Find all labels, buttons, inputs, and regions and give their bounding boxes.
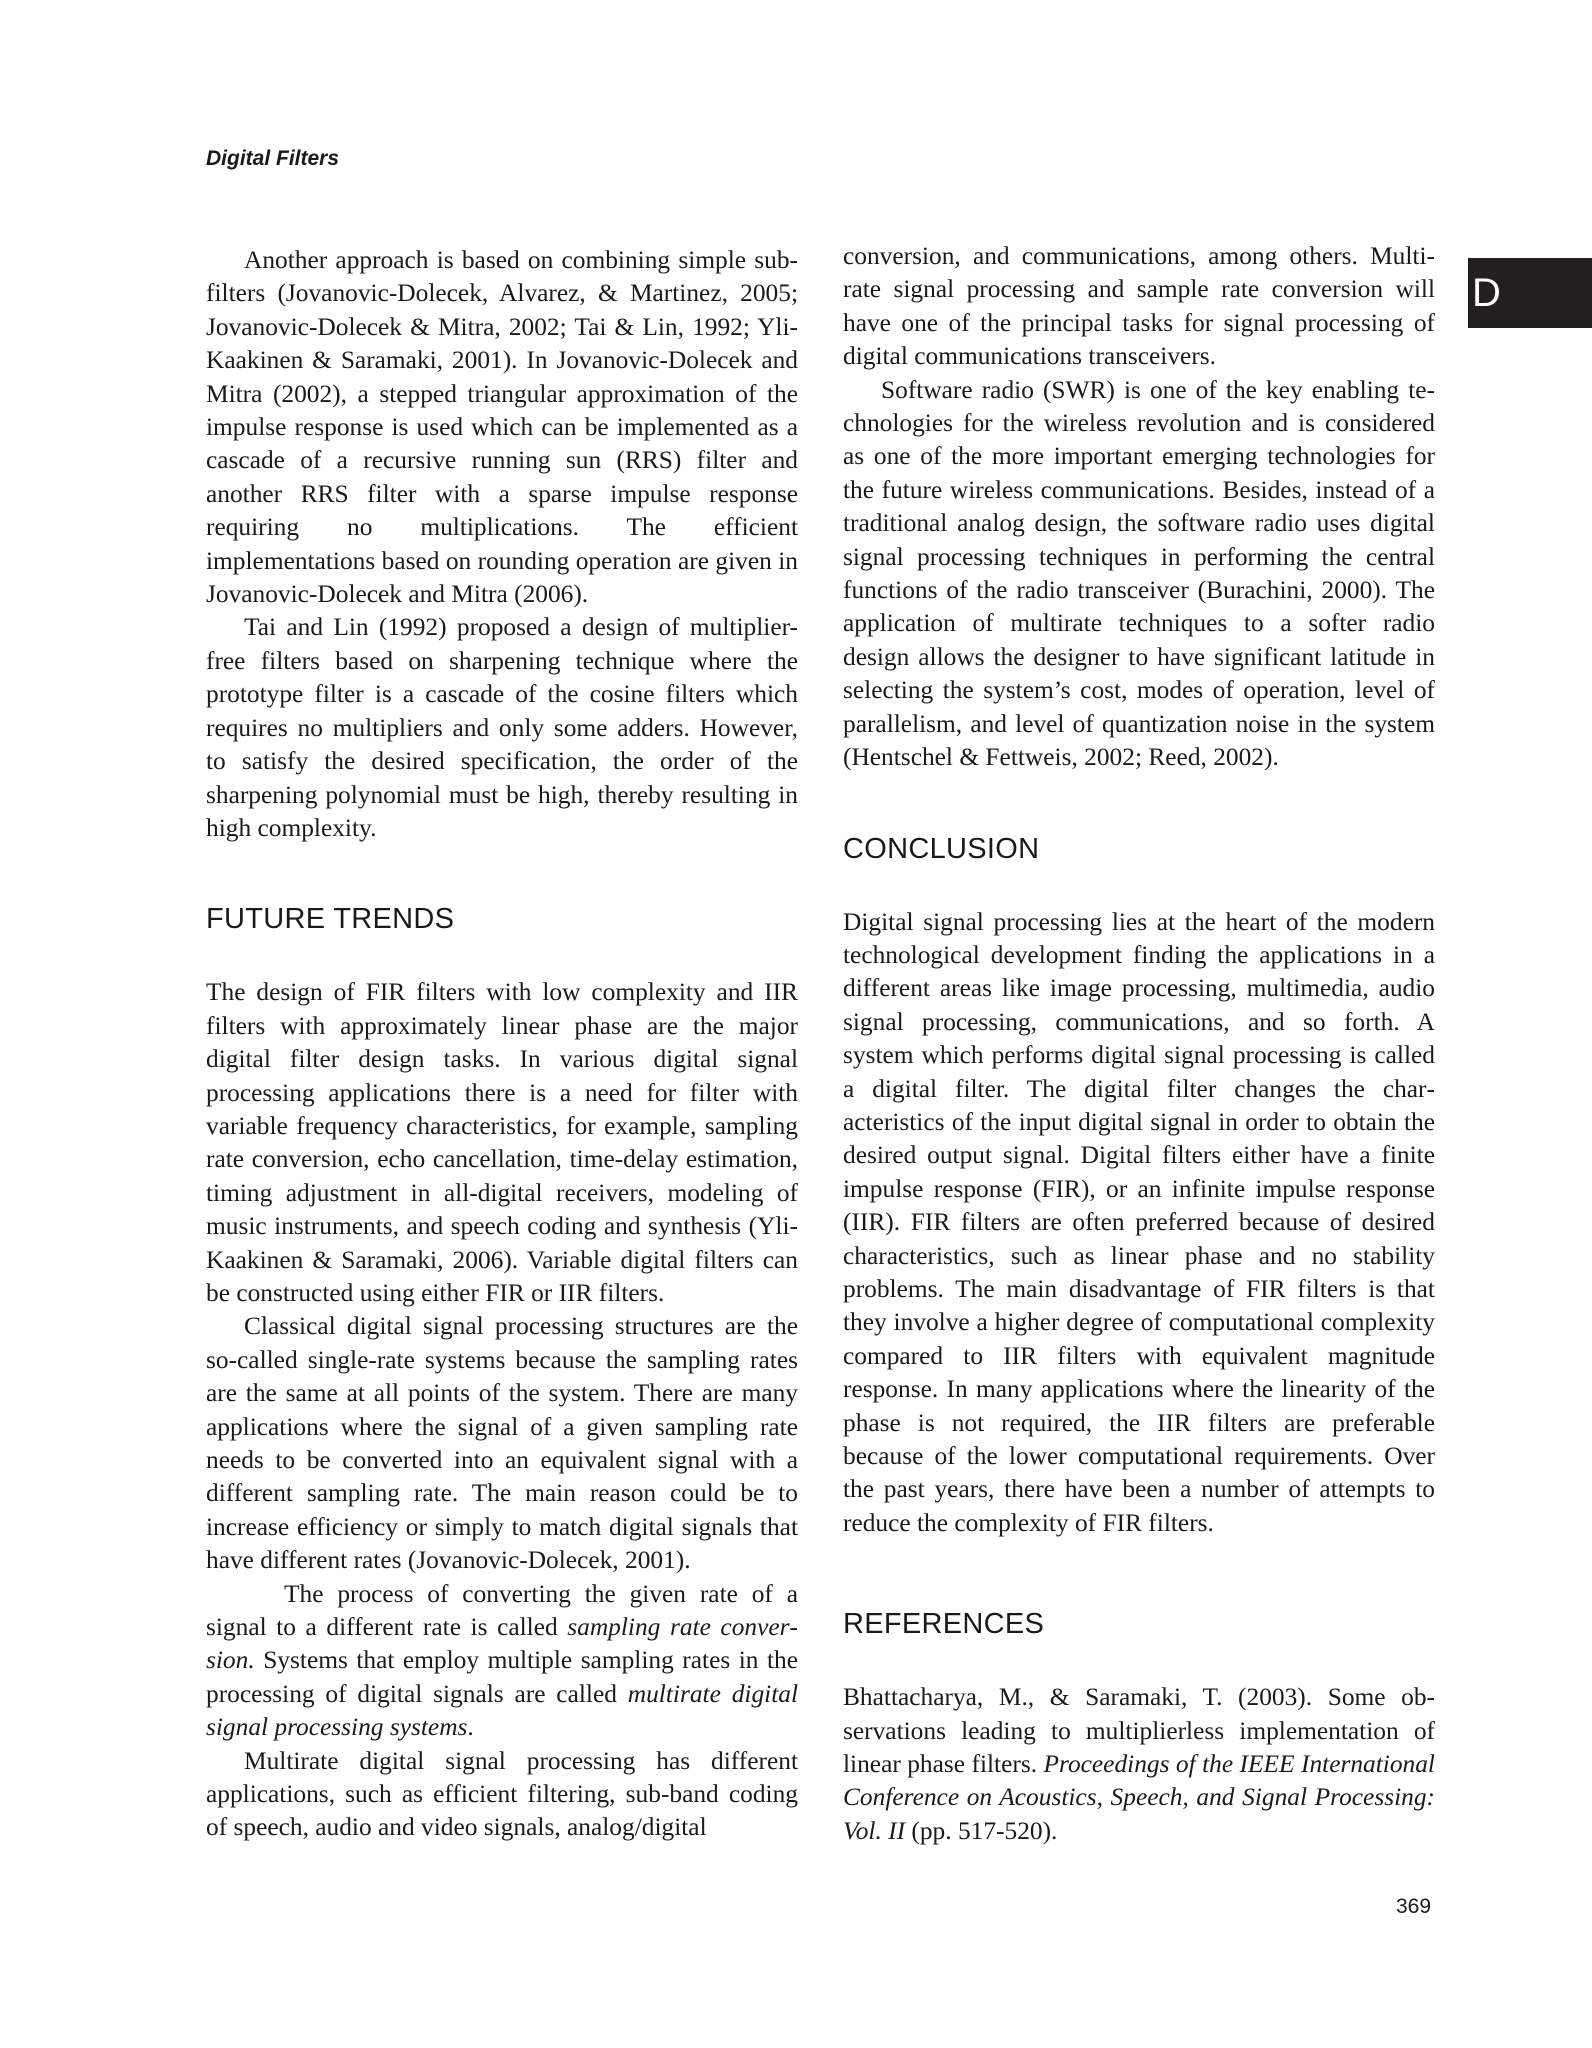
- future-trends-heading: FUTURE TRENDS: [206, 903, 455, 936]
- text-run: Systems that employ multiple sampling rates in the processing of digital signals are called: [206, 1646, 798, 1708]
- paragraph-tai-lin: Tai and Lin (1992) proposed a design of multiplier-free filters based on sharpening technique where the prototype filter is a cascade of the cosine filters which requires no multipliers and only some adders. However, to satisfy the desired specification, the order of the sharpening polynomial must be high, thereby resulting in high complexity.: [206, 613, 798, 842]
- text-run: (pp. 517-520).: [905, 1816, 1058, 1845]
- section-tab: D: [1468, 258, 1592, 328]
- text-run: Bhattacharya, M., & Saramaki, T. (2003). Some observations leading to multiplierless implementation of linear phase filters.: [843, 1683, 1435, 1779]
- paragraph-fir-iir-design: The design of FIR filters with low complexity and IIR filters with approximately linear phase are the major digital filter design tasks. In various digital signal processing applications there is a need for filter with variable frequency characteristics, for example, sampling rate conversion, echo cancellation, time-delay estimation, timing adjustment in all-digital receivers, modeling of music instruments, and speech coding and synthesis (Yli-Kaakinen & Saramaki, 2006). Variable digital filters can be constructed using either FIR or IIR filters.: [206, 978, 798, 1307]
- paragraph-conclusion: Digital signal processing lies at the heart of the modern technological development finding the applications in a different areas like image processing, multimedia, audio signal processing, communications, and so forth. A system which performs digital signal processing is called a digital filter. The digital filter changes the characteristics of the input digital signal in order to obtain the desired output signal. Digital filters either have a finite impulse response (FIR), or an infinite impulse response (IIR). FIR filters are often preferred because of desired characteristics, such as linear phase and no stability problems. The main disadvantage of FIR filters is that they involve a higher degree of computational complexity compared to IIR filters with equivalent magnitude response. In many applications where the linearity of the phase is not required, the IIR filters are preferable because of the lower computational requirements. Over the past years, there have been a number of attempts to reduce the complexity of FIR filters.: [843, 907, 1435, 1537]
- right-column: [843, 240, 1435, 1848]
- paragraph-sub-filters: Another approach is based on combining simple sub-filters (Jovanovic-Dolecek, Alvarez, & Martinez, 2005; Jovanovic-Dolecek & Mitra, 2002; Tai & Lin, 1992; Yli-Kaakinen & Saramaki, 2001). In Jovanovic-Dolecek and Mitra (2002), a stepped triangular approximation of the impulse response is used which can be implemented as a cascade of a recursive running sun (RRS) filter and another RRS filter with a sparse impulse response requiring no multiplications. The efficient implementations based on rounding operation are given in Jovanovic-Dolecek and Mitra (2006).: [206, 246, 798, 609]
- running-title: Digital Filters: [206, 147, 340, 170]
- paragraph-continuation: conversion, and communications, among others. Multirate signal processing and sample rate conversion will have one of the principal tasks for signal processing of digital communications transceivers.: [843, 242, 1435, 371]
- references-heading: REFERENCES: [843, 1608, 1045, 1641]
- conclusion-heading: CONCLUSION: [843, 832, 1040, 865]
- paragraph-multirate-applications: Multirate digital signal processing has different applications, such as efficient filtering, sub-band coding of speech, audio and video signals, analog/digital: [206, 1746, 798, 1842]
- text-run: .: [467, 1713, 474, 1742]
- term-sampling-rate-conversion: sampling rate conversion.: [206, 1613, 798, 1675]
- page-number: 369: [1396, 1895, 1432, 1918]
- paragraph-software-radio: Software radio (SWR) is one of the key enabling technologies for the wireless revolution and is considered as one of the more important emerging technologies for the future wireless communications. Besides, instead of a traditional analog design, the software radio uses digital signal processing techniques in performing the central functions of the radio transceiver (Burachini, 2000). The application of multirate techniques to a softer radio design allows the designer to have significant latitude in selecting the system’s cost, modes of operation, level of parallelism, and level of quantization noise in the system (Hentschel & Fettweis, 2002; Reed, 2002).: [843, 375, 1435, 772]
- reference-entry: [843, 1681, 1435, 1848]
- left-column: [206, 244, 798, 1845]
- paragraph-rate-conversion: [206, 1578, 798, 1745]
- text-run: The process of converting the given rate of a signal to a different rate is called: [206, 1579, 798, 1642]
- term-multirate-systems: multirate digital signal processing systems: [206, 1679, 798, 1742]
- reference-source: Proceedings of the IEEE International Conference on Acoustics, Speech, and Signal Processing: Vol. II: [843, 1750, 1435, 1845]
- paragraph-single-rate: Classical digital signal processing structures are the so-called single-rate systems because the sampling rates are the same at all points of the system. There are many applications where the signal of a given sampling rate needs to be converted into an equivalent signal with a different sampling rate. The main reason could be to increase efficiency or simply to match digital signals that have different rates (Jovanovic-Dolecek, 2001).: [206, 1312, 798, 1575]
